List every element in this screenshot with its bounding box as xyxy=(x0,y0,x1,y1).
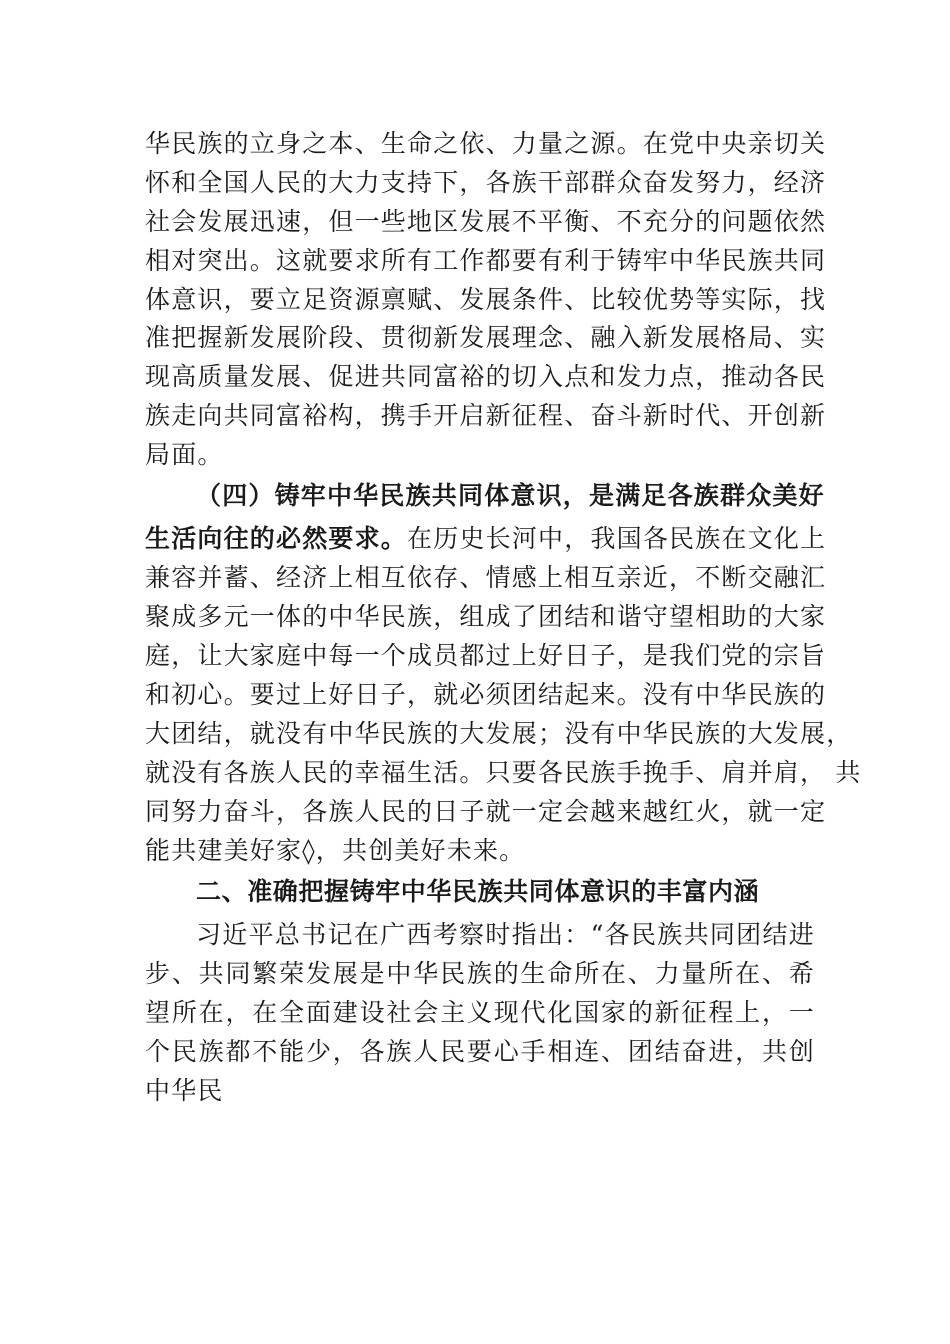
paragraph-line: 步、共同繁荣发展是中华民族的生命所在、力量所在、希 xyxy=(145,959,815,988)
paragraph-line: 准把握新发展阶段、贯彻新发展理念、融入新发展格局、实 xyxy=(145,323,827,352)
paragraph-line: 华民族的立身之本、生命之依、力量之源。在党中央亲切关 xyxy=(145,129,827,158)
paragraph-line: 聚成多元一体的中华民族，组成了团结和谐守望相助的大家 xyxy=(145,602,827,631)
paragraph-line: 相对突出。这就要求所有工作都要有利于铸牢中华民族共同 xyxy=(145,246,827,275)
section-4-lead: （四）铸牢中华民族共同体意识，是满足各族群众美好 xyxy=(196,481,825,510)
paragraph-line: 就没有各族人民的幸福生活。只要各民族手挽手、肩并肩， 共 xyxy=(145,758,862,787)
paragraph-line: 和初心。要过上好日子，就必须团结起来。没有中华民族的 xyxy=(145,680,827,709)
paragraph-line: 个民族都不能少，各族人民要心手相连、团结奋进，共创 xyxy=(145,1037,815,1066)
paragraph-line: 体意识，要立足资源禀赋、发展条件、比较优势等实际，找 xyxy=(145,285,827,314)
paragraph-line: 大团结，就没有中华民族的大发展；没有中华民族的大发展， xyxy=(145,719,853,748)
section-4-text: 在历史长河中，我国各民族在文化上 xyxy=(407,524,827,553)
paragraph-line: 习近平总书记在广西考察时指出：“各民族共同团结进 xyxy=(196,920,815,949)
paragraph-line: 怀和全国人民的大力支持下，各族干部群众奋发努力，经济 xyxy=(145,168,827,197)
paragraph-line: 局面。 xyxy=(145,440,224,469)
section-heading: 二、准确把握铸牢中华民族共同体意识的丰富内涵 xyxy=(196,877,760,906)
paragraph-line: 兼容并蓄、经济上相互依存、情感上相互亲近，不断交融汇 xyxy=(145,563,827,592)
paragraph-line: 社会发展迅速，但一些地区发展不平衡、不充分的问题依然 xyxy=(145,207,827,236)
section-4-line xyxy=(145,519,827,559)
paragraph-line: 族走向共同富裕构，携手开启新征程、奋斗新时代、开创新 xyxy=(145,401,827,430)
paragraph-line: 望所在，在全面建设社会主义现代化国家的新征程上，一 xyxy=(145,998,815,1027)
paragraph-line: 庭，让大家庭中每一个成员都过上好日子，是我们党的宗旨 xyxy=(145,641,827,670)
paragraph-line: 同努力奋斗，各族人民的日子就一定会越来越红火，就一定 xyxy=(145,797,827,826)
paragraph-line: 现高质量发展、促进共同富裕的切入点和发力点，推动各民 xyxy=(145,362,827,391)
paragraph-line: 中华民 xyxy=(145,1076,224,1105)
paragraph-line: 能共建美好家◊，共创美好未来。 xyxy=(145,836,526,865)
section-4-lead-end: 生活向往的必然要求。 xyxy=(145,524,408,553)
